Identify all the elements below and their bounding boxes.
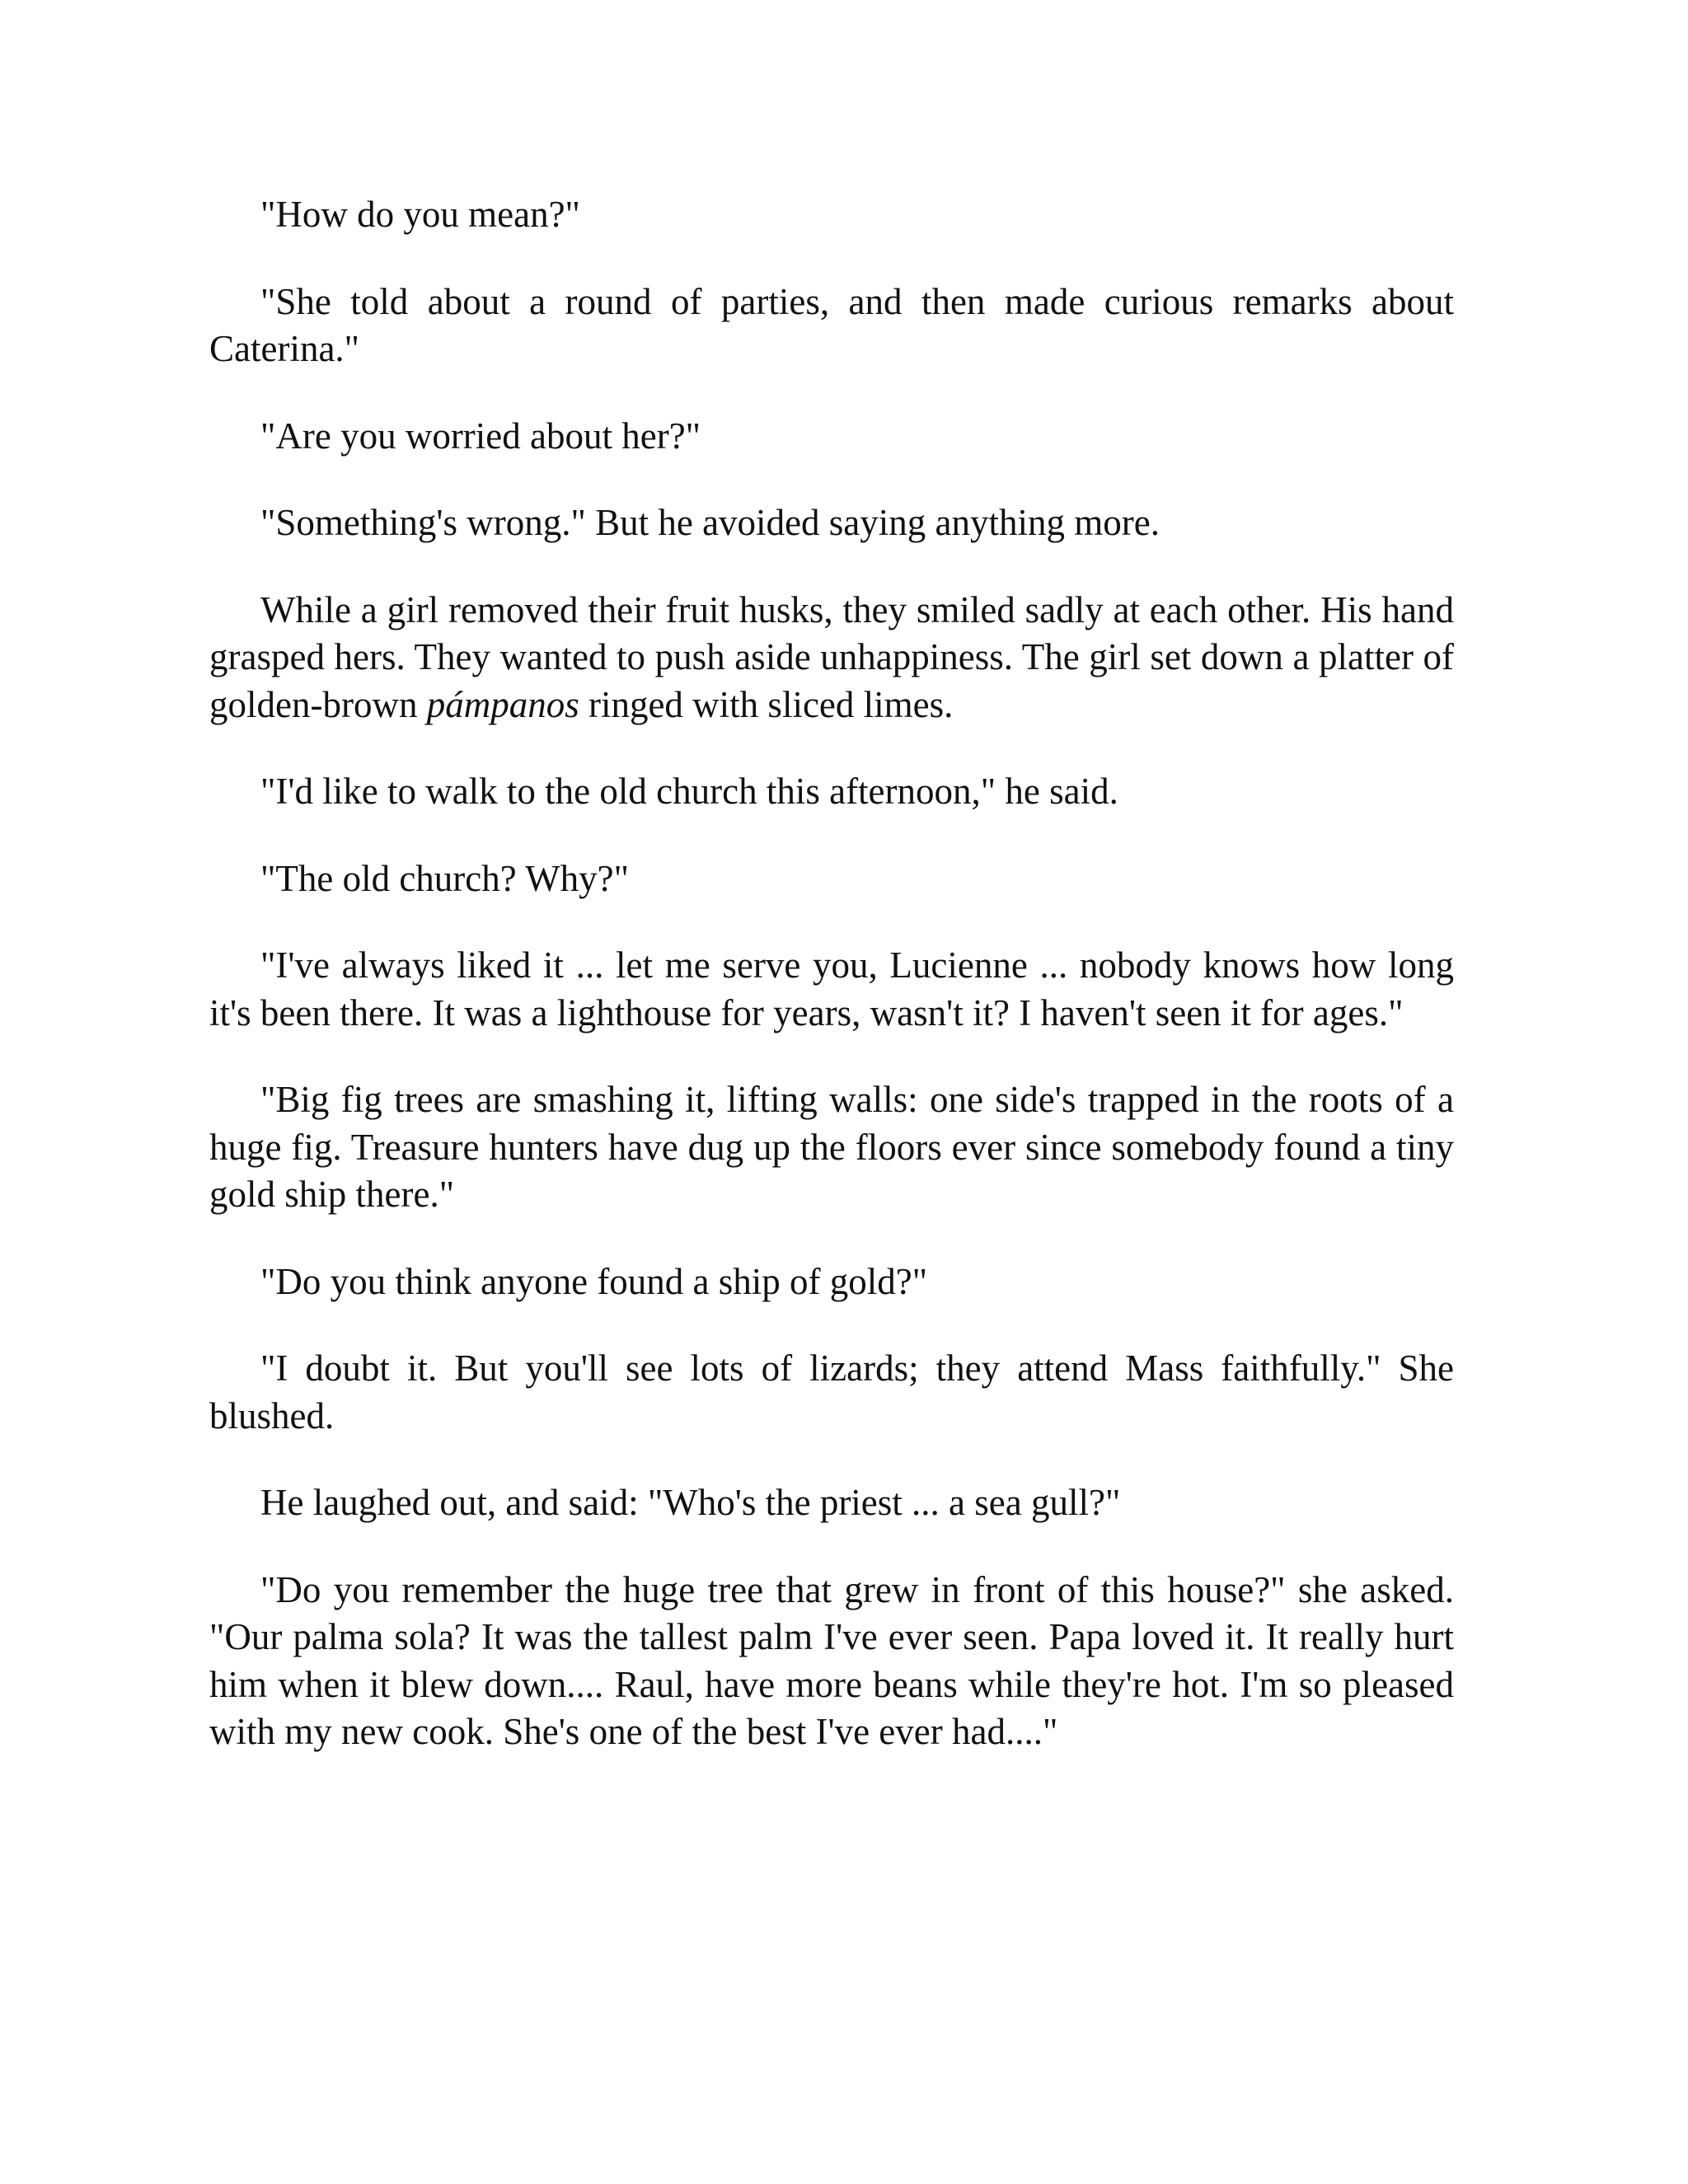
paragraph-1: "How do you mean?" — [260, 194, 580, 235]
paragraph-5-italic-word: pámpanos — [426, 683, 579, 725]
paragraph-7: "The old church? Why?" — [260, 857, 629, 899]
document-page — [209, 191, 1454, 1796]
paragraph-3: "Are you worried about her?" — [260, 415, 701, 457]
paragraph-11: "I doubt it. But you'll see lots of lizards; they attend Mass faithfully." She blushed. — [209, 1347, 1454, 1436]
paragraph-6: "I'd like to walk to the old church this afternoon," he said. — [260, 771, 1118, 812]
paragraph-10: "Do you think anyone found a ship of gold?" — [260, 1260, 928, 1302]
paragraph-13: "Do you remember the huge tree that grew in front of this house?" she asked. "Our palma sola? It was the tallest palm I've ever seen. Papa loved it. It really hurt him when it blew down.... Raul, have more beans while they're hot. I'm so pleased with my new cook. She's one of the best I've ever had...." — [209, 1568, 1454, 1752]
paragraph-5-text-before: While a girl removed their fruit husks, they smiled sadly at each other. His hand grasped hers. They wanted to push aside unhappiness. The girl set down a platter of golden-brown — [209, 588, 1454, 725]
paragraph-5 — [209, 587, 1454, 729]
paragraph-12: He laughed out, and said: "Who's the priest ... a sea gull?" — [260, 1482, 1121, 1523]
paragraph-8: "I've always liked it ... let me serve you, Lucienne ... nobody knows how long it's been there. It was a lighthouse for years, wasn't it? I haven't seen it for ages." — [209, 944, 1454, 1033]
paragraph-5-text-after: ringed with sliced limes. — [579, 683, 954, 725]
paragraph-4: "Something's wrong." But he avoided saying anything more. — [260, 502, 1160, 543]
paragraph-9: "Big fig trees are smashing it, lifting walls: one side's trapped in the roots of a huge fig. Treasure hunters have dug up the floors ever since somebody found a tiny gold ship there." — [209, 1079, 1454, 1215]
paragraph-2: "She told about a round of parties, and then made curious remarks about Caterina." — [209, 280, 1454, 369]
